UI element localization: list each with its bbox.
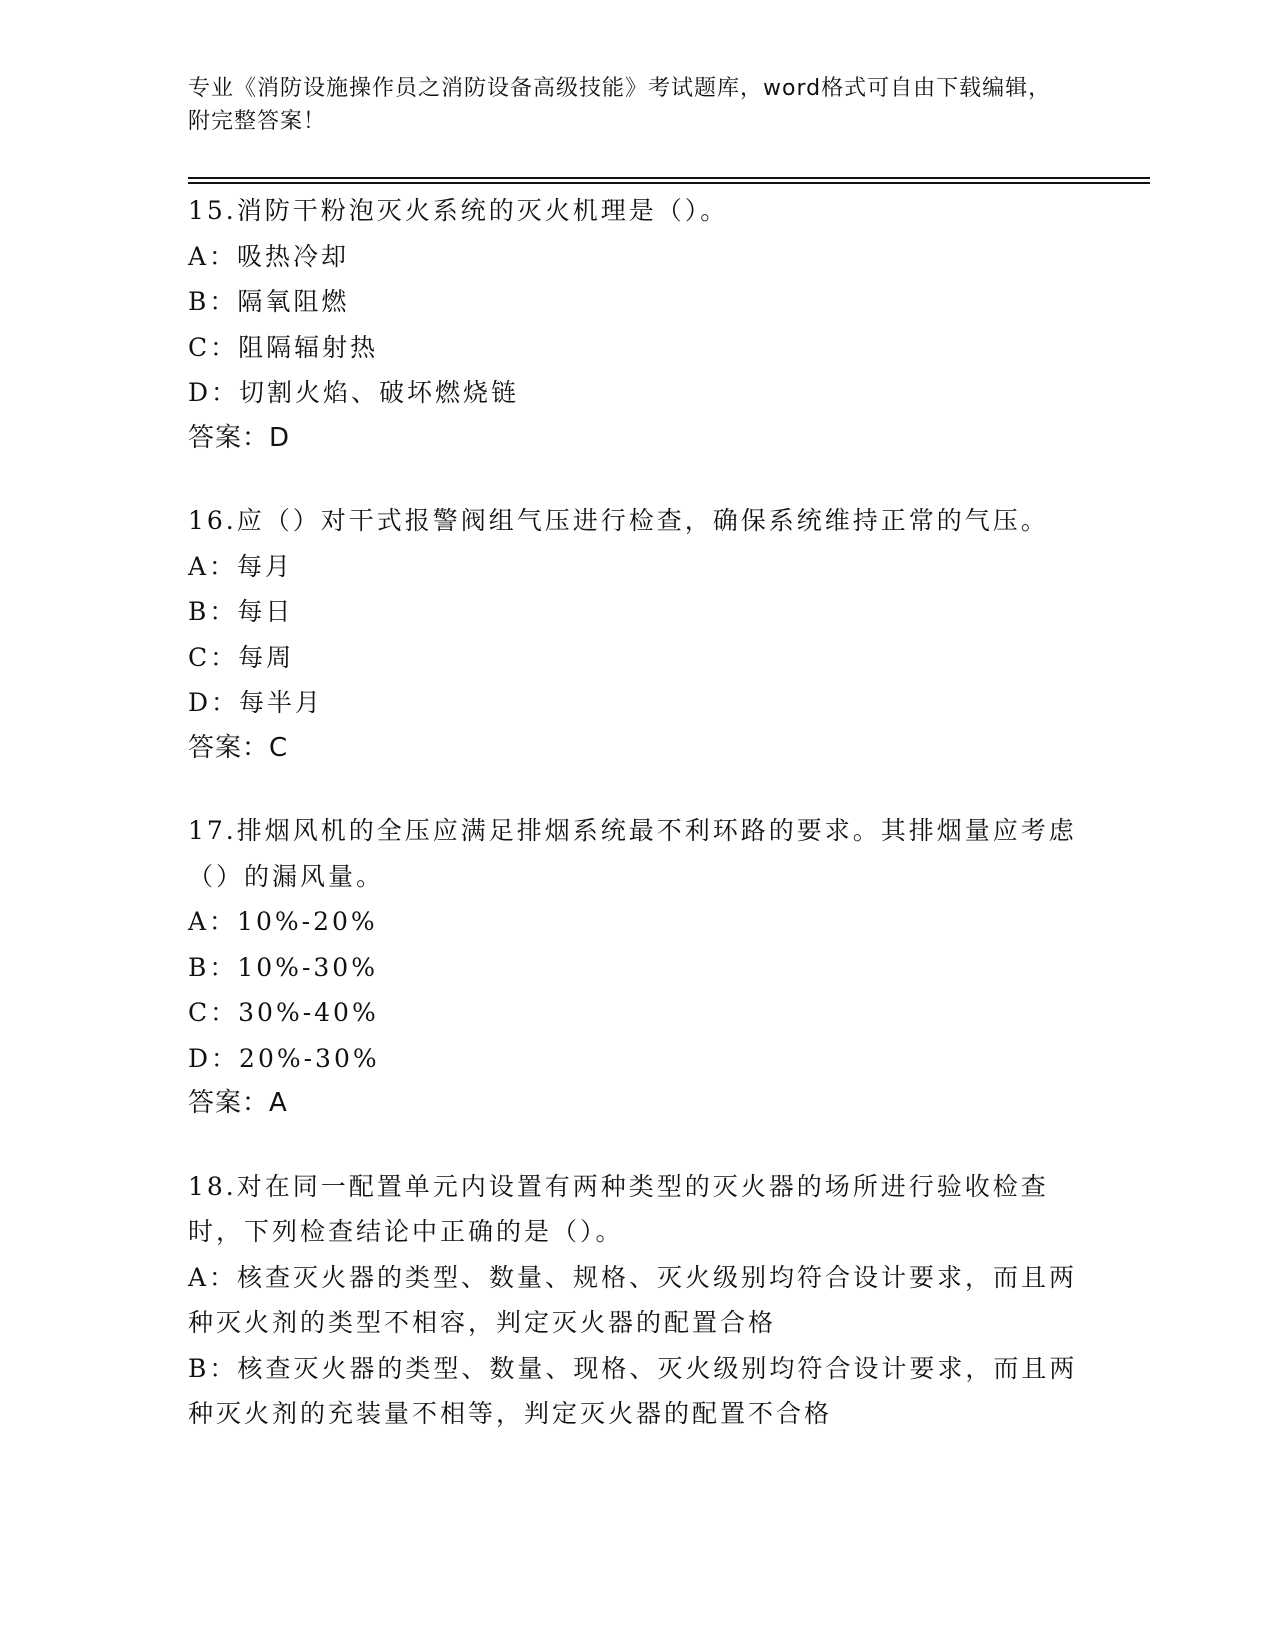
answer-line: 答案：C [188, 732, 289, 763]
option-d: D：20%-30% [188, 1043, 380, 1073]
document-header: 专业《消防设施操作员之消防设备高级技能》考试题库，word格式可自由下载编辑，附完整答案！ [188, 76, 1052, 134]
question-stem: 15.消防干粉泡灭火系统的灭火机理是（）。 [188, 196, 729, 225]
question-stem: 16.应（）对干式报警阀组气压进行检查，确保系统维持正常的气压。 [188, 506, 1049, 535]
option-a: A：10%-20% [188, 907, 378, 936]
header-divider-bottom [188, 182, 1150, 184]
option-b: B：每日 [188, 597, 294, 626]
question-stem: 18.对在同一配置单元内设置有两种类型的灭火器的场所进行验收检查时，下列检查结论中正确的是（）。 [188, 1171, 1049, 1246]
question-18 [188, 1164, 1088, 1437]
question-stem: 17.排烟风机的全压应满足排烟系统最不利环路的要求。其排烟量应考虑（）的漏风量。 [188, 816, 1077, 891]
question-15 [188, 188, 1088, 461]
option-b: B：10%-30% [188, 952, 378, 982]
option-b: B：核查灭火器的类型、数量、现格、灭火级别均符合设计要求，而且两种灭火剂的充装量不相等，判定灭火器的配置不合格 [188, 1353, 1078, 1428]
option-c: C：30%-40% [188, 998, 379, 1027]
question-17 [188, 808, 1088, 1127]
option-c: C：每周 [188, 642, 295, 672]
header-divider-top [188, 177, 1150, 179]
option-a: A：核查灭火器的类型、数量、规格、灭火级别均符合设计要求，而且两种灭火剂的类型不相容，判定灭火器的配置合格 [188, 1262, 1078, 1337]
option-c: C：阻隔辐射热 [188, 332, 379, 362]
option-b: B：隔氧阻燃 [188, 287, 350, 316]
option-a: A：每月 [188, 551, 294, 581]
option-a: A：吸热冷却 [188, 241, 350, 271]
answer-line: 答案：D [188, 422, 291, 453]
answer-line: 答案：A [188, 1088, 288, 1118]
question-list [188, 188, 1088, 1474]
question-16 [188, 498, 1088, 771]
option-d: D：切割火焰、破坏燃烧链 [188, 378, 520, 407]
option-d: D：每半月 [188, 688, 324, 717]
